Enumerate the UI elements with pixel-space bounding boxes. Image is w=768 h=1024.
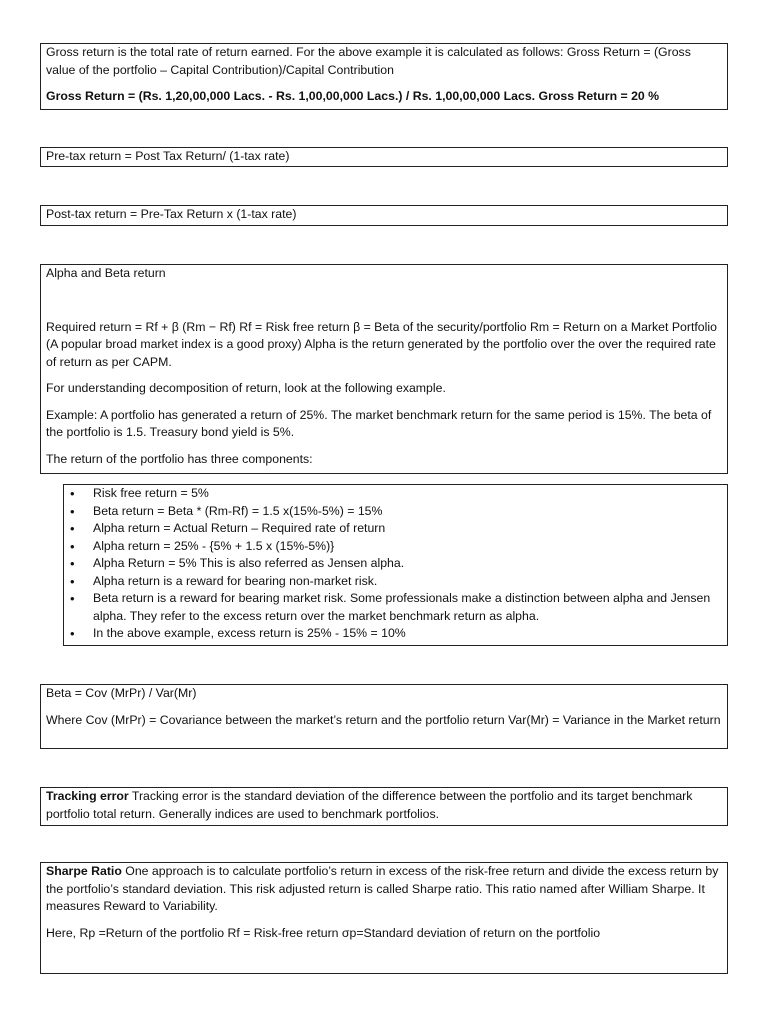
tracking-error-text: Tracking error Tracking error is the standard deviation of the difference between the portfolio and its target benchmark portfolio total return. Generally indices are used to benchmark portfolios. bbox=[46, 789, 693, 821]
list-item: • Alpha return is a reward for bearing non-market risk. bbox=[93, 573, 722, 591]
tracking-error-box bbox=[40, 787, 728, 826]
alpha-beta-box bbox=[40, 264, 728, 474]
return-components-list bbox=[67, 485, 722, 643]
list-item: • Beta return = Beta * (Rm-Rf) = 1.5 x(15%-5%) = 15% bbox=[93, 503, 722, 521]
beta-definition: Where Cov (MrPr) = Covariance between the market’s return and the portfolio return Var(Mr) = Variance in the Market return bbox=[46, 712, 721, 727]
list-item: • Beta return is a reward for bearing market risk. Some professionals make a distinction between alpha and Jensen alpha. They refer to the excess return over the market benchmark return as alpha. bbox=[93, 590, 722, 625]
list-item: • Alpha return = Actual Return – Required rate of return bbox=[93, 520, 722, 538]
pretax-return-box bbox=[40, 147, 728, 167]
beta-formula: Beta = Cov (MrPr) / Var(Mr) bbox=[46, 686, 197, 700]
list-item: • In the above example, excess return is 25% - 15% = 10% bbox=[93, 625, 722, 643]
gross-return-formula: Gross Return = (Rs. 1,20,00,000 Lacs. - Rs. 1,00,00,000 Lacs.) / Rs. 1,00,00,000 Lacs. Gross Return = 20 % bbox=[46, 89, 660, 103]
posttax-return-box bbox=[40, 205, 728, 226]
list-item: • Alpha return = 25% - {5% + 1.5 x (15%-5%)} bbox=[93, 538, 722, 556]
sharpe-ratio-text: Sharpe Ratio One approach is to calculate portfolio’s return in excess of the risk-free return and divide the excess return by the portfolio’s standard deviation. This risk adjusted return is called Sharpe ratio. This ratio named after William Sharpe. It measures Reward to Variability. bbox=[46, 864, 719, 913]
sharpe-ratio-definitions: Here, Rp =Return of the portfolio Rf = Risk-free return σp=Standard deviation of return on the portfolio bbox=[46, 925, 601, 940]
beta-box bbox=[40, 684, 728, 749]
pretax-return-formula: Pre-tax return = Post Tax Return/ (1-tax rate) bbox=[46, 149, 290, 163]
gross-return-box bbox=[40, 43, 728, 110]
example-text: Example: A portfolio has generated a return of 25%. The market benchmark return for the same period is 15%. The beta of the portfolio is 1.5. Treasury bond yield is 5%. bbox=[46, 407, 712, 439]
tracking-error-label: Tracking error bbox=[46, 789, 129, 803]
gross-return-definition: Gross return is the total rate of return earned. For the above example it is calculated as follows: Gross Return = (Gross value of the portfolio – Capital Contribution)/Capital Contribution bbox=[46, 45, 691, 77]
required-return-text: Required return = Rf + β (Rm − Rf) Rf = Risk free return β = Beta of the security/portfolio Rm = Return on a Market Portfolio (A popular broad market index is a good proxy) Alpha is the return generated by the portfolio over the over the required rate of return as per CAPM. bbox=[46, 319, 717, 369]
components-text: The return of the portfolio has three components: bbox=[46, 451, 313, 466]
list-item: • Risk free return = 5% bbox=[93, 485, 722, 503]
sharpe-ratio-box bbox=[40, 862, 728, 974]
posttax-return-formula: Post-tax return = Pre-Tax Return x (1-tax rate) bbox=[46, 207, 297, 221]
decomposition-intro: For understanding decomposition of return, look at the following example. bbox=[46, 381, 446, 395]
list-item: • Alpha Return = 5% This is also referred as Jensen alpha. bbox=[93, 555, 722, 573]
return-components-list-box bbox=[63, 484, 728, 646]
sharpe-ratio-label: Sharpe Ratio bbox=[46, 864, 122, 878]
alpha-beta-title: Alpha and Beta return bbox=[46, 266, 166, 280]
